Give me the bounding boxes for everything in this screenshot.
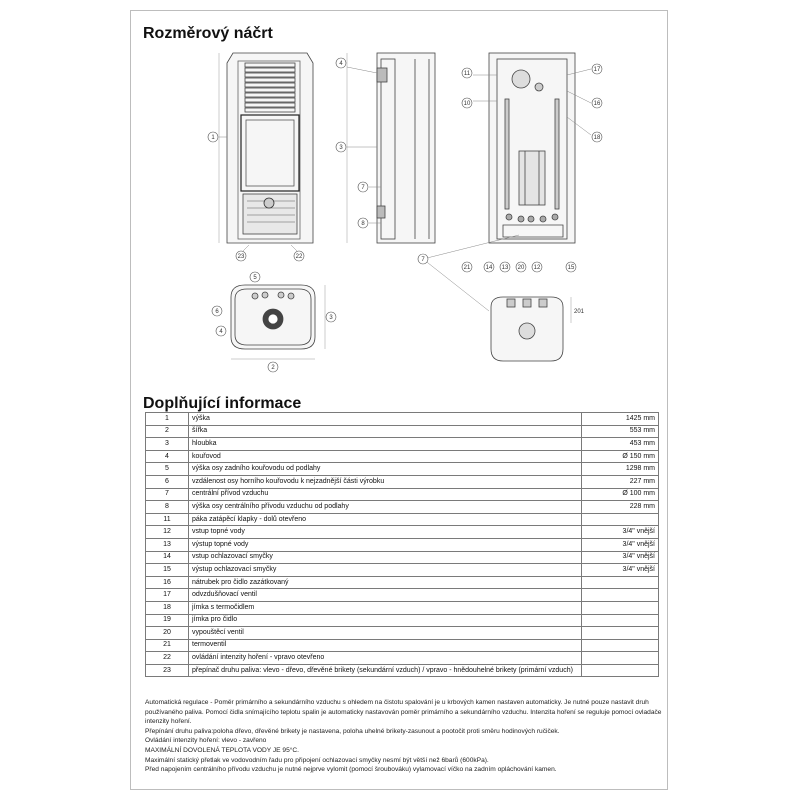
table-row <box>146 526 659 539</box>
table-row <box>146 463 659 476</box>
table-row <box>146 551 659 564</box>
callout-top-2: 2 <box>271 365 275 371</box>
table-row <box>146 513 659 526</box>
callout-rear-21: 21 <box>463 265 471 271</box>
row-description: termoventil <box>189 639 582 652</box>
row-number: 6 <box>146 475 189 488</box>
document-page <box>130 10 668 790</box>
note-max-water-temp: MAXIMÁLNÍ DOVOLENÁ TEPLOTA VODY JE 95°C. <box>145 746 299 754</box>
row-value <box>582 614 659 627</box>
rear-view-drawing <box>489 53 575 243</box>
callout-rear-15: 15 <box>567 265 575 271</box>
table-row <box>146 652 659 665</box>
note-fuel-switch: Přepínání druhu paliva:poloha dřevo, dřevěné brikety je nastavena, poloha uhelné brikety-zasunout a pootočit proti směru hodinových ručiček. <box>145 727 560 735</box>
row-description: výška osy zadního kouřovodu od podlahy <box>189 463 582 476</box>
row-number: 4 <box>146 450 189 463</box>
row-description: vstup topné vody <box>189 526 582 539</box>
row-description: výstup topné vody <box>189 538 582 551</box>
row-value: 3/4" vnější <box>582 538 659 551</box>
callout-top-3: 3 <box>329 315 333 321</box>
row-value: 3/4" vnější <box>582 526 659 539</box>
table-row <box>146 589 659 602</box>
sketch-heading: Rozměrový náčrt <box>143 25 273 42</box>
row-description: odvzdušňovací ventil <box>189 589 582 602</box>
row-description: jímka pro čidlo <box>189 614 582 627</box>
note-automatic-regulation: Automatická regulace - Poměr primárního a sekundárního vzduchu s ohledem na čistotu spalování je u krbových kamen nastaven automaticky. Je nutné pouze nastavit druh používaného paliva. Pomocí čidla snímajícího teplotu spalin je automaticky nastavován poměr primárního a sekundárního vzduchu. Intenzita hoření se reguluje pomocí ovladače intenzity hoření. <box>145 699 662 726</box>
row-number: 23 <box>146 664 189 677</box>
row-value: 3/4" vnější <box>582 564 659 577</box>
row-number: 18 <box>146 601 189 614</box>
row-description: výška <box>189 413 582 426</box>
row-value <box>582 639 659 652</box>
row-value: Ø 150 mm <box>582 450 659 463</box>
table-row <box>146 501 659 514</box>
side-view-drawing <box>347 53 435 243</box>
note-air-supply: Před napojením centrálního přívodu vzduchu je nutné nejprve vylomit (pomocí šroubováku) vylamovací víčko na zadním opláchování kamen. <box>145 766 557 774</box>
row-value <box>582 652 659 665</box>
row-value <box>582 576 659 589</box>
callout-rear-12: 12 <box>533 265 541 271</box>
row-value: 1425 mm <box>582 413 659 426</box>
row-value: 1298 mm <box>582 463 659 476</box>
callout-rear-11: 11 <box>463 71 471 77</box>
callout-side-7: 7 <box>361 185 365 191</box>
row-description: výstup ochlazovací smyčky <box>189 564 582 577</box>
row-description: přepínač druhu paliva: vlevo - dřevo, dřevěné brikety (sekundární vzduch) / vpravo - hnědouhelné brikety (primární vzduch) <box>189 664 582 677</box>
table-row <box>146 639 659 652</box>
row-number: 21 <box>146 639 189 652</box>
callout-front-22: 22 <box>295 254 303 260</box>
row-number: 14 <box>146 551 189 564</box>
row-description: kouřovod <box>189 450 582 463</box>
row-value <box>582 627 659 640</box>
row-number: 1 <box>146 413 189 426</box>
table-row <box>146 664 659 677</box>
row-description: výška osy centrálního přívodu vzduchu od podlahy <box>189 501 582 514</box>
row-number: 2 <box>146 425 189 438</box>
callout-rear-17: 17 <box>593 67 601 73</box>
note-max-pressure: Maximální statický přetlak ve vodovodním řadu pro připojení ochlazovací smyčky nesmí být větší než 6barů (600kPa). <box>145 756 489 764</box>
row-number: 3 <box>146 438 189 451</box>
table-row <box>146 450 659 463</box>
table-row <box>146 538 659 551</box>
row-value: 553 mm <box>582 425 659 438</box>
row-number: 7 <box>146 488 189 501</box>
table-row <box>146 614 659 627</box>
row-description: ovládání intenzity hoření - vpravo otevřeno <box>189 652 582 665</box>
row-value: 227 mm <box>582 475 659 488</box>
callout-rear-20: 20 <box>517 265 525 271</box>
callout-rear-14: 14 <box>485 265 493 271</box>
table-row <box>146 576 659 589</box>
row-number: 5 <box>146 463 189 476</box>
row-number: 19 <box>146 614 189 627</box>
row-value: 3/4" vnější <box>582 551 659 564</box>
row-description: šířka <box>189 425 582 438</box>
row-description: jímka s termočidlem <box>189 601 582 614</box>
callout-rear-13: 13 <box>501 265 509 271</box>
callout-pipe-dimension: 201 <box>573 309 585 315</box>
callout-front-1: 1 <box>211 135 215 141</box>
row-number: 22 <box>146 652 189 665</box>
row-value <box>582 601 659 614</box>
callout-rear-10: 10 <box>463 101 471 107</box>
top-view-drawing <box>231 285 325 359</box>
callout-top-4: 4 <box>219 329 223 335</box>
row-value <box>582 664 659 677</box>
table-row <box>146 564 659 577</box>
table-row <box>146 425 659 438</box>
row-number: 13 <box>146 538 189 551</box>
row-value: 453 mm <box>582 438 659 451</box>
table-row <box>146 627 659 640</box>
callout-top-5: 5 <box>253 275 257 281</box>
row-value <box>582 513 659 526</box>
row-number: 20 <box>146 627 189 640</box>
row-description: vzdálenost osy horního kouřovodu k nejzadnější části výrobku <box>189 475 582 488</box>
row-description: vstup ochlazovací smyčky <box>189 551 582 564</box>
row-number: 12 <box>146 526 189 539</box>
note-burn-control: Ovládání intenzity hoření: vlevo - zavřeno <box>145 737 267 745</box>
callout-rear-16: 16 <box>593 101 601 107</box>
table-row <box>146 488 659 501</box>
row-number: 16 <box>146 576 189 589</box>
callout-rear-7: 7 <box>421 257 425 263</box>
spec-table <box>145 412 659 677</box>
row-description: hloubka <box>189 438 582 451</box>
row-value: Ø 100 mm <box>582 488 659 501</box>
table-row <box>146 413 659 426</box>
callout-side-8: 8 <box>361 221 365 227</box>
table-row <box>146 475 659 488</box>
row-description: vypouštěcí ventil <box>189 627 582 640</box>
notes-section <box>145 698 663 775</box>
callout-top-6: 6 <box>215 309 219 315</box>
rear-top-view-drawing <box>491 297 571 361</box>
row-number: 15 <box>146 564 189 577</box>
table-row <box>146 438 659 451</box>
row-description: nátrubek pro čidlo zazátkovaný <box>189 576 582 589</box>
row-number: 8 <box>146 501 189 514</box>
row-description: páka zatápěcí klapky - dolů otevřeno <box>189 513 582 526</box>
row-description: centrální přívod vzduchu <box>189 488 582 501</box>
row-value <box>582 589 659 602</box>
row-number: 17 <box>146 589 189 602</box>
callout-side-3: 3 <box>339 145 343 151</box>
front-view-drawing <box>219 53 313 243</box>
callout-front-23: 23 <box>237 254 245 260</box>
callout-side-4: 4 <box>339 61 343 67</box>
row-number: 11 <box>146 513 189 526</box>
callout-rear-18: 18 <box>593 135 601 141</box>
dimension-drawings <box>131 11 669 391</box>
row-value: 228 mm <box>582 501 659 514</box>
info-heading: Doplňující informace <box>143 395 302 412</box>
table-row <box>146 601 659 614</box>
